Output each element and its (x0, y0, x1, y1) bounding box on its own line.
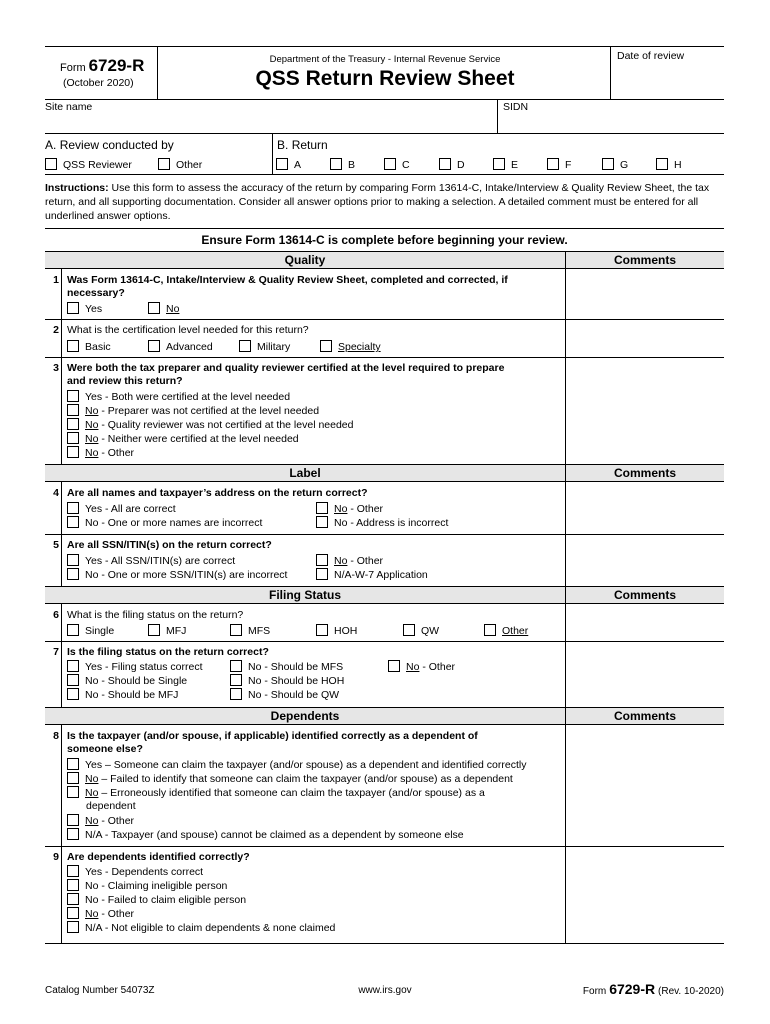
checkbox[interactable] (493, 158, 505, 170)
q6-number: 6 (53, 609, 59, 621)
return-e-checkbox[interactable]: E (493, 158, 518, 172)
q3-text: Were both the tax preparer and quality reviewer certified at the level required to prepare and review this return? (67, 362, 505, 387)
q3-opt4-checkbox[interactable]: No - Neither were certified at the level needed (67, 432, 299, 446)
checkbox[interactable] (67, 554, 79, 566)
q2-text: What is the certification level needed for this return? (67, 324, 309, 336)
checkbox[interactable] (67, 446, 79, 458)
q8-opt3-continuation: dependent (86, 800, 136, 812)
instructions-rule (45, 228, 724, 229)
q7-opt1-checkbox[interactable]: Yes - Filing status correct (67, 660, 203, 674)
q6-single-checkbox[interactable]: Single (67, 624, 114, 638)
date-of-review-field[interactable] (611, 47, 724, 99)
q9-opt5-checkbox[interactable]: N/A - Not eligible to claim dependents & none claimed (67, 921, 335, 935)
q5-opt3-checkbox[interactable]: No - Other (316, 554, 383, 568)
q3-opt1-checkbox[interactable]: Yes - Both were certified at the level needed (67, 390, 290, 404)
filing-status-heading: Filing Status (269, 588, 341, 602)
checkbox[interactable] (388, 660, 400, 672)
q1-text: Was Form 13614-C, Intake/Interview & Quality Review Sheet, completed and corrected, if necessary? (67, 274, 508, 299)
q5-opt2-checkbox[interactable]: No - One or more SSN/ITIN(s) are incorrect (67, 568, 287, 582)
checkbox[interactable] (148, 624, 160, 636)
q3-opt2-checkbox[interactable]: No - Preparer was not certified at the level needed (67, 404, 319, 418)
q2-comments-field[interactable] (566, 320, 724, 356)
q1-comments-field[interactable] (566, 270, 724, 318)
q3-opt5-checkbox[interactable]: No - Other (67, 446, 134, 460)
q9-opt3-checkbox[interactable]: No - Failed to claim eligible person (67, 893, 246, 907)
checkbox[interactable] (239, 340, 251, 352)
catalog-number: Catalog Number 54073Z (45, 985, 155, 996)
page-title: QSS Return Review Sheet (255, 67, 515, 90)
q6-qw-checkbox[interactable]: QW (403, 624, 439, 638)
reviewer-qss-checkbox[interactable]: QSS Reviewer (45, 158, 132, 172)
instructions: Instructions: Use this form to assess the accuracy of the return by comparing Form 13614-C, Intake/Interview & Quality Review Sheet, the tax return, and all supporting documentation. Consider all answer options prior to making a selection. A detailed comment must be entered for all underlined answer options. (45, 182, 710, 222)
sidn-field[interactable] (498, 100, 724, 133)
checkbox[interactable] (67, 432, 79, 444)
checkbox[interactable] (67, 688, 79, 700)
q2-basic-checkbox[interactable]: Basic (67, 340, 111, 354)
q7-opt5-checkbox[interactable]: No - Should be HOH (230, 674, 344, 688)
q4-opt4-checkbox[interactable]: No - Address is incorrect (316, 516, 448, 530)
checkbox[interactable] (67, 390, 79, 402)
checkbox[interactable] (547, 158, 559, 170)
q7-comments-field[interactable] (566, 642, 724, 706)
form-number: 6729-R (88, 56, 145, 75)
checkbox[interactable] (602, 158, 614, 170)
q8-comments-field[interactable] (566, 726, 724, 845)
checkbox[interactable] (656, 158, 668, 170)
checkbox[interactable] (384, 158, 396, 170)
sidn-label: SIDN (503, 101, 529, 113)
q7-opt6-checkbox[interactable]: No - Should be QW (230, 688, 339, 702)
num-divider-filing (61, 604, 62, 707)
num-divider-dependents (61, 725, 62, 943)
q6-comments-field[interactable] (566, 605, 724, 640)
q2-advanced-checkbox[interactable]: Advanced (148, 340, 213, 354)
q7-opt4-checkbox[interactable]: No - Should be MFS (230, 660, 343, 674)
checkbox[interactable] (67, 624, 79, 636)
q3-comments-field[interactable] (566, 358, 724, 464)
label-heading: Label (289, 466, 321, 480)
checkbox[interactable] (316, 624, 328, 636)
form-number-box (45, 46, 158, 99)
checkbox[interactable] (230, 688, 242, 700)
q8-opt1-checkbox[interactable]: Yes – Someone can claim the taxpayer (and/or spouse) as a dependent and identified correctly (67, 758, 526, 772)
q5-opt1-checkbox[interactable]: Yes - All SSN/ITIN(s) are correct (67, 554, 235, 568)
q6-text: What is the filing status on the return? (67, 609, 244, 621)
checkbox[interactable] (67, 865, 79, 877)
footer-form-id: Form 6729-R (Rev. 10-2020) (582, 981, 724, 997)
num-divider-quality (61, 269, 62, 464)
q9-text: Are dependents identified correctly? (67, 851, 250, 863)
q9-opt2-checkbox[interactable]: No - Claiming ineligible person (67, 879, 227, 893)
q3-number: 3 (53, 362, 59, 374)
checkbox[interactable] (158, 158, 170, 170)
q1-no-checkbox[interactable]: No (148, 302, 179, 316)
quality-heading: Quality (284, 253, 326, 267)
checkbox[interactable] (484, 624, 496, 636)
q9-comments-field[interactable] (566, 847, 724, 942)
q7-number: 7 (53, 646, 59, 658)
bottom-rule (45, 943, 724, 944)
q4-comments-field[interactable] (566, 483, 724, 533)
comments-heading-filing: Comments (613, 588, 676, 602)
q6-hoh-checkbox[interactable]: HOH (316, 624, 357, 638)
q4-number: 4 (53, 487, 59, 499)
ab-divider (272, 133, 273, 174)
checkbox[interactable] (67, 879, 79, 891)
checkbox[interactable] (403, 624, 415, 636)
checkbox[interactable] (67, 404, 79, 416)
return-f-checkbox[interactable]: F (547, 158, 571, 172)
q2-specialty-checkbox[interactable]: Specialty (320, 340, 381, 354)
reviewer-other-checkbox[interactable]: Other (158, 158, 202, 172)
checkbox[interactable] (67, 772, 79, 784)
form-date: (October 2020) (63, 77, 134, 89)
return-h-checkbox[interactable]: H (656, 158, 682, 172)
checkbox[interactable] (67, 660, 79, 672)
dependents-heading: Dependents (270, 709, 340, 723)
checkbox[interactable] (320, 340, 332, 352)
q1-number: 1 (53, 274, 59, 286)
ab-rule (45, 174, 724, 175)
q6-mfj-checkbox[interactable]: MFJ (148, 624, 186, 638)
checkbox[interactable] (67, 814, 79, 826)
q5-text: Are all SSN/ITIN(s) on the return correct? (67, 539, 272, 551)
checkbox[interactable] (67, 907, 79, 919)
q6-other-checkbox[interactable]: Other (484, 624, 528, 638)
checkbox[interactable] (230, 624, 242, 636)
q8-text: Is the taxpayer (and/or spouse, if applicable) identified correctly as a dependent of someone else? (67, 730, 478, 755)
checkbox[interactable] (67, 921, 79, 933)
q8-opt4-checkbox[interactable]: No - Other (67, 814, 134, 828)
q8-opt3-checkbox[interactable]: No – Erroneously identified that someone can claim the taxpayer (and/or spouse) as a (67, 786, 485, 800)
date-of-review-label: Date of review (617, 50, 685, 62)
site-rule (45, 133, 724, 134)
q7-text: Is the filing status on the return correct? (67, 646, 269, 658)
return-heading: B. Return (277, 138, 328, 152)
return-b-checkbox[interactable]: B (330, 158, 355, 172)
q4-text: Are all names and taxpayer’s address on the return correct? (67, 487, 368, 499)
q8-opt2-checkbox[interactable]: No – Failed to identify that someone can claim the taxpayer (and/or spouse) as a dependent (67, 772, 513, 786)
q7-opt7-checkbox[interactable]: No - Other (388, 660, 455, 674)
checkbox[interactable] (67, 502, 79, 514)
return-c-checkbox[interactable]: C (384, 158, 410, 172)
q5-number: 5 (53, 539, 59, 551)
checkbox[interactable] (67, 786, 79, 798)
checkbox[interactable] (67, 302, 79, 314)
q3-opt3-checkbox[interactable]: No - Quality reviewer was not certified at the level needed (67, 418, 353, 432)
q4-opt2-checkbox[interactable]: No - One or more names are incorrect (67, 516, 262, 530)
return-a-checkbox[interactable]: A (276, 158, 301, 172)
checkbox[interactable] (67, 340, 79, 352)
checkbox[interactable] (316, 516, 328, 528)
checkbox[interactable] (67, 568, 79, 580)
q9-opt4-checkbox[interactable]: No - Other (67, 907, 134, 921)
review-by-heading: A. Review conducted by (45, 138, 174, 152)
checkbox[interactable] (67, 674, 79, 686)
checkbox[interactable] (316, 554, 328, 566)
return-d-checkbox[interactable]: D (439, 158, 465, 172)
q5-opt4-checkbox[interactable]: N/A-W-7 Application (316, 568, 428, 582)
q8-opt5-checkbox[interactable]: N/A - Taxpayer (and spouse) cannot be claimed as a dependent by someone else (67, 828, 464, 842)
ensure-notice: Ensure Form 13614-C is complete before beginning your review. (201, 233, 568, 247)
q8-number: 8 (53, 730, 59, 742)
comments-heading-label: Comments (613, 466, 676, 480)
checkbox[interactable] (67, 758, 79, 770)
form-label: Form (60, 62, 86, 74)
checkbox[interactable] (439, 158, 451, 170)
website: www.irs.gov (358, 985, 412, 996)
checkbox[interactable] (67, 516, 79, 528)
checkbox[interactable] (148, 302, 160, 314)
comments-heading-quality: Comments (613, 253, 676, 267)
q4-opt3-checkbox[interactable]: No - Other (316, 502, 383, 516)
checkbox[interactable] (330, 158, 342, 170)
checkbox[interactable] (45, 158, 57, 170)
site-name-label: Site name (45, 101, 93, 113)
q7-opt3-checkbox[interactable]: No - Should be MFJ (67, 688, 178, 702)
checkbox[interactable] (276, 158, 288, 170)
q4-opt1-checkbox[interactable]: Yes - All are correct (67, 502, 176, 516)
q6-mfs-checkbox[interactable]: MFS (230, 624, 270, 638)
checkbox[interactable] (67, 893, 79, 905)
checkbox[interactable] (148, 340, 160, 352)
q2-military-checkbox[interactable]: Military (239, 340, 290, 354)
checkbox[interactable] (67, 828, 79, 840)
checkbox[interactable] (67, 418, 79, 430)
comments-heading-dependents: Comments (613, 709, 676, 723)
q5-comments-field[interactable] (566, 535, 724, 585)
checkbox[interactable] (230, 674, 242, 686)
q7-opt2-checkbox[interactable]: No - Should be Single (67, 674, 187, 688)
return-g-checkbox[interactable]: G (602, 158, 628, 172)
q9-number: 9 (53, 851, 59, 863)
checkbox[interactable] (230, 660, 242, 672)
q9-opt1-checkbox[interactable]: Yes - Dependents correct (67, 865, 203, 879)
q1-yes-checkbox[interactable]: Yes (67, 302, 102, 316)
q2-number: 2 (53, 324, 59, 336)
department-line: Department of the Treasury - Internal Revenue Service (269, 54, 501, 65)
site-name-field[interactable] (45, 100, 497, 133)
checkbox[interactable] (316, 568, 328, 580)
checkbox[interactable] (316, 502, 328, 514)
